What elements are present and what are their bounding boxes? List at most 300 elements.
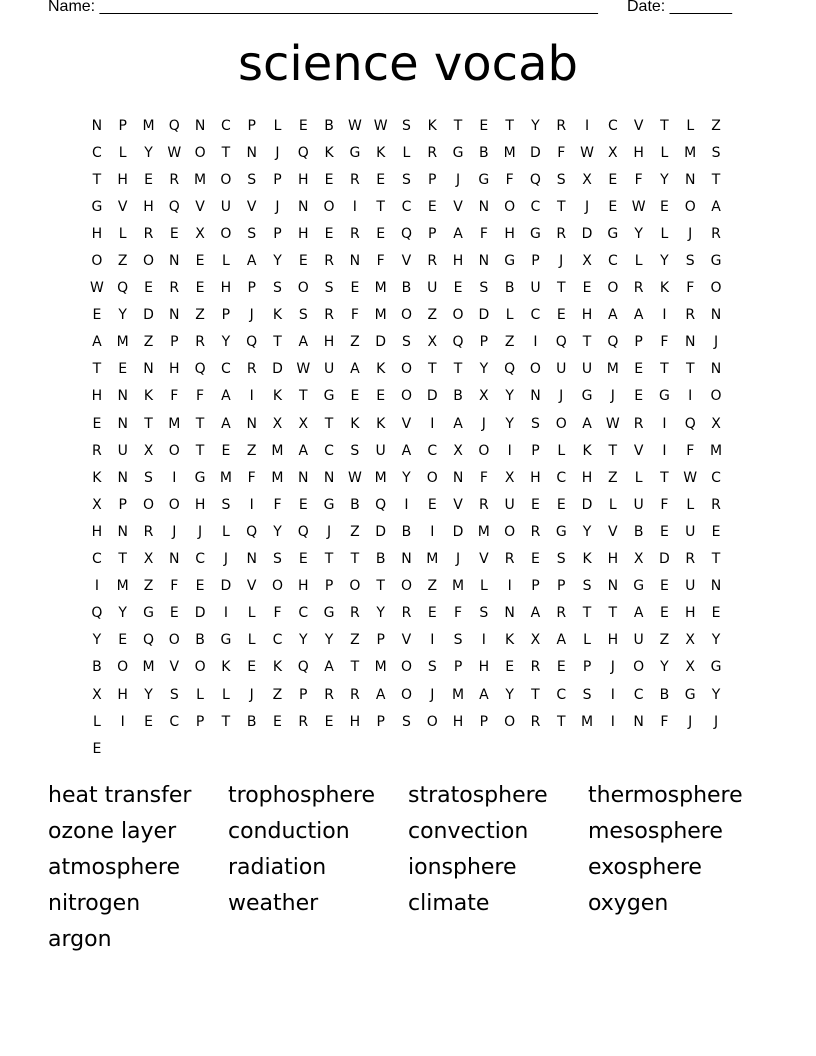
grid-letter: K <box>582 551 592 568</box>
grid-letter: F <box>479 225 488 242</box>
grid-letter: S <box>582 578 592 595</box>
grid-letter: X <box>530 632 541 649</box>
grid-letter: M <box>709 442 723 459</box>
grid-letter: R <box>92 442 102 459</box>
grid-letter: J <box>713 334 719 351</box>
grid-letter: X <box>608 144 618 161</box>
grid-letter: T <box>660 469 669 486</box>
grid-letter: O <box>142 253 154 270</box>
grid-letter: E <box>660 578 669 595</box>
grid-letter: F <box>479 469 488 486</box>
grid-letter: X <box>711 415 721 432</box>
grid-letter: X <box>143 551 154 568</box>
grid-letter: O <box>478 442 490 459</box>
grid-letter: N <box>194 117 206 134</box>
grid-letter: C <box>711 469 721 486</box>
grid-letter: B <box>324 117 334 134</box>
grid-letter: O <box>400 659 412 676</box>
grid-letter: Z <box>659 632 670 649</box>
grid-letter: N <box>298 469 309 486</box>
grid-letter: H <box>91 523 103 540</box>
grid-letter: Z <box>427 578 438 595</box>
grid-letter: Z <box>117 253 128 270</box>
grid-letter: F <box>686 280 695 297</box>
grid-letter: T <box>221 144 231 161</box>
grid-letter: V <box>479 551 489 568</box>
grid-letter: O <box>400 578 412 595</box>
grid-letter: J <box>584 198 590 215</box>
grid-letter: F <box>247 469 256 486</box>
grid-letter: A <box>479 686 489 703</box>
grid-letter: T <box>324 551 334 568</box>
grid-letter: J <box>455 551 461 568</box>
grid-letter: T <box>221 713 231 730</box>
grid-letter: R <box>143 523 154 540</box>
grid-letter: O <box>323 198 335 215</box>
grid-letter: R <box>711 496 721 513</box>
word-bank-item: thermosphere <box>588 783 743 809</box>
grid-letter: R <box>324 253 334 270</box>
grid-letter: S <box>556 551 566 568</box>
grid-letter: J <box>430 686 435 703</box>
grid-letter: O <box>426 469 438 486</box>
grid-letter: N <box>452 469 464 486</box>
grid-letter: J <box>481 415 486 432</box>
grid-letter: K <box>505 632 515 649</box>
grid-letter: P <box>479 334 489 351</box>
grid-letter: E <box>453 280 463 297</box>
grid-letter: P <box>428 225 437 242</box>
grid-letter: Z <box>272 686 283 703</box>
grid-letter: N <box>117 388 128 405</box>
grid-letter: A <box>324 659 334 676</box>
grid-letter: K <box>376 361 386 378</box>
grid-letter: A <box>556 632 567 649</box>
grid-letter: L <box>583 632 591 649</box>
grid-letter: S <box>144 469 153 486</box>
word-bank-item: heat transfer <box>48 783 192 809</box>
grid-letter: A <box>530 605 541 622</box>
word-bank-item: stratosphere <box>408 783 548 809</box>
grid-letter: Y <box>531 117 540 134</box>
grid-letter: N <box>246 551 257 568</box>
grid-letter: R <box>324 307 334 324</box>
grid-letter: Z <box>504 334 515 351</box>
grid-letter: Y <box>298 632 308 649</box>
grid-letter: U <box>117 442 128 459</box>
grid-letter: D <box>478 307 490 324</box>
grid-letter: G <box>478 171 490 188</box>
grid-letter: Q <box>246 523 258 540</box>
grid-letter: A <box>453 415 463 432</box>
grid-letter: P <box>324 578 334 595</box>
grid-letter: V <box>633 117 644 134</box>
grid-letter: H <box>684 605 696 622</box>
grid-letter: C <box>556 686 567 703</box>
grid-letter: C <box>530 307 541 324</box>
grid-letter: E <box>711 523 721 540</box>
grid-letter: Q <box>452 334 464 351</box>
grid-letter: P <box>531 578 540 595</box>
grid-letter: J <box>559 388 564 405</box>
grid-letter: L <box>273 117 282 134</box>
grid-letter: K <box>272 659 283 676</box>
grid-letter: G <box>452 144 464 161</box>
grid-letter: B <box>659 686 670 703</box>
grid-letter: H <box>607 551 619 568</box>
grid-letter: R <box>556 225 567 242</box>
grid-letter: R <box>530 523 541 540</box>
grid-letter: I <box>223 605 228 622</box>
grid-letter: I <box>430 523 435 540</box>
grid-letter: D <box>375 523 387 540</box>
grid-letter: K <box>582 442 592 459</box>
grid-letter: N <box>169 551 180 568</box>
grid-letter: Q <box>297 144 309 161</box>
grid-letter: O <box>555 415 567 432</box>
grid-letter: X <box>298 415 309 432</box>
grid-letter: Y <box>118 307 127 324</box>
grid-letter: E <box>582 280 592 297</box>
grid-letter: O <box>168 496 180 513</box>
grid-letter: L <box>505 307 514 324</box>
grid-letter: S <box>453 632 463 649</box>
grid-letter: E <box>195 253 205 270</box>
grid-letter: J <box>172 523 177 540</box>
grid-letter: R <box>427 253 438 270</box>
grid-letter: E <box>144 713 153 730</box>
date-field-label: Date: _______ <box>627 0 732 15</box>
grid-letter: R <box>401 605 412 622</box>
grid-letter: B <box>479 144 489 161</box>
word-bank-item: mesosphere <box>588 819 723 845</box>
grid-letter: E <box>195 280 205 297</box>
grid-letter: K <box>376 415 386 432</box>
grid-letter: E <box>660 198 669 215</box>
grid-letter: L <box>634 253 643 270</box>
grid-letter: W <box>631 198 646 215</box>
grid-letter: R <box>143 225 154 242</box>
grid-letter: W <box>580 144 594 161</box>
grid-letter: H <box>91 388 103 405</box>
grid-letter: Z <box>711 117 721 134</box>
grid-letter: O <box>271 578 283 595</box>
grid-letter: E <box>505 659 515 676</box>
grid-letter: S <box>273 280 282 297</box>
grid-letter: J <box>713 713 719 730</box>
grid-letter: P <box>557 578 566 595</box>
grid-letter: I <box>507 442 512 459</box>
grid-letter: N <box>478 198 490 215</box>
grid-letter: Q <box>375 496 387 513</box>
grid-letter: K <box>659 280 670 297</box>
grid-letter: Q <box>400 225 412 242</box>
grid-letter: P <box>170 334 179 351</box>
grid-letter: O <box>400 361 412 378</box>
grid-letter: F <box>376 253 385 270</box>
grid-letter: L <box>92 713 101 730</box>
grid-letter: M <box>452 578 465 595</box>
grid-letter: R <box>350 171 360 188</box>
grid-letter: C <box>195 551 205 568</box>
grid-letter: J <box>559 253 564 270</box>
word-bank <box>48 778 768 957</box>
grid-letter: N <box>117 469 128 486</box>
grid-letter: F <box>660 713 669 730</box>
grid-letter: T <box>582 334 592 351</box>
grid-letter: Z <box>350 523 360 540</box>
grid-letter: X <box>427 334 438 351</box>
grid-letter: Z <box>350 334 360 351</box>
grid-letter: G <box>323 496 335 513</box>
grid-letter: L <box>660 225 669 242</box>
grid-letter: F <box>505 171 514 188</box>
grid-letter: E <box>427 198 437 215</box>
word-bank-item: oxygen <box>588 890 669 916</box>
grid-letter: Q <box>142 632 154 649</box>
grid-letter: Q <box>194 361 206 378</box>
grid-letter: O <box>633 659 645 676</box>
grid-letter: N <box>323 469 335 486</box>
grid-letter: R <box>195 334 205 351</box>
grid-letter: W <box>347 117 362 134</box>
grid-letter: I <box>507 578 512 595</box>
grid-letter: S <box>350 442 360 459</box>
grid-letter: A <box>350 361 360 378</box>
grid-letter: R <box>685 551 696 568</box>
grid-letter: N <box>143 361 154 378</box>
grid-letter: O <box>194 144 206 161</box>
grid-letter: O <box>91 253 103 270</box>
grid-letter: U <box>556 361 567 378</box>
grid-letter: T <box>711 171 721 188</box>
grid-letter: O <box>297 280 309 297</box>
grid-letter: T <box>298 388 308 405</box>
grid-letter: Z <box>608 469 618 486</box>
grid-letter: O <box>504 198 516 215</box>
grid-letter: N <box>633 713 644 730</box>
grid-letter: M <box>168 415 181 432</box>
grid-letter: L <box>479 578 488 595</box>
grid-letter: V <box>401 415 412 432</box>
grid-letter: U <box>633 632 644 649</box>
grid-letter: H <box>504 225 515 242</box>
grid-letter: T <box>582 605 592 622</box>
grid-letter: D <box>581 496 593 513</box>
grid-letter: V <box>608 523 618 540</box>
grid-letter: V <box>117 198 128 215</box>
grid-letter: B <box>195 632 205 649</box>
grid-letter: U <box>530 280 541 297</box>
grid-letter: X <box>453 442 463 459</box>
grid-letter: W <box>683 469 698 486</box>
grid-letter: U <box>220 198 231 215</box>
word-bank-item: weather <box>228 890 319 916</box>
grid-letter: E <box>531 551 540 568</box>
grid-letter: Y <box>582 523 592 540</box>
grid-letter: C <box>92 551 102 568</box>
grid-letter: P <box>453 659 463 676</box>
grid-letter: X <box>195 225 205 242</box>
grid-letter: S <box>556 171 566 188</box>
grid-letter: R <box>298 713 309 730</box>
grid-letter: J <box>688 225 693 242</box>
grid-letter: V <box>246 578 257 595</box>
grid-letter: H <box>607 632 619 649</box>
grid-letter: E <box>92 415 102 432</box>
grid-letter: R <box>427 144 438 161</box>
word-bank-item: ozone layer <box>48 819 177 845</box>
word-bank-item: argon <box>48 926 112 952</box>
grid-letter: V <box>246 198 257 215</box>
grid-letter: J <box>223 551 228 568</box>
grid-letter: W <box>296 361 311 378</box>
grid-letter: Q <box>504 361 516 378</box>
grid-letter: E <box>634 388 644 405</box>
grid-letter: E <box>376 171 386 188</box>
word-bank-item: radiation <box>228 854 327 880</box>
grid-letter: S <box>479 605 489 622</box>
grid-letter: D <box>194 605 206 622</box>
grid-letter: E <box>556 307 566 324</box>
grid-letter: K <box>221 659 231 676</box>
grid-letter: C <box>556 469 567 486</box>
grid-letter: Y <box>402 469 411 486</box>
grid-letter: G <box>684 686 696 703</box>
grid-letter: E <box>608 198 618 215</box>
grid-letter: R <box>530 659 541 676</box>
grid-letter: T <box>195 442 205 459</box>
grid-letter: I <box>94 578 99 595</box>
grid-letter: O <box>710 280 722 297</box>
grid-letter: F <box>273 605 282 622</box>
grid-letter: N <box>246 144 257 161</box>
grid-letter: G <box>710 659 722 676</box>
grid-letter: T <box>608 442 618 459</box>
grid-letter: N <box>684 334 696 351</box>
grid-letter: Y <box>711 686 721 703</box>
grid-letter: U <box>375 442 386 459</box>
grid-letter: J <box>688 713 693 730</box>
grid-letter: D <box>143 307 154 324</box>
grid-letter: F <box>660 334 669 351</box>
grid-letter: T <box>711 551 721 568</box>
grid-letter: P <box>479 713 489 730</box>
grid-letter: G <box>530 225 541 242</box>
grid-letter: C <box>324 442 334 459</box>
grid-letter: B <box>246 713 257 730</box>
grid-letter: W <box>89 280 104 297</box>
grid-letter: G <box>555 523 567 540</box>
grid-letter: E <box>298 551 308 568</box>
grid-letter: T <box>531 686 540 703</box>
grid-letter: G <box>710 253 722 270</box>
grid-letter: Y <box>144 144 153 161</box>
grid-letter: K <box>92 469 102 486</box>
grid-letter: L <box>247 632 256 649</box>
grid-letter: O <box>607 280 619 297</box>
grid-letter: F <box>557 144 566 161</box>
grid-letter: E <box>556 496 566 513</box>
grid-letter: E <box>298 253 308 270</box>
grid-letter: I <box>404 496 409 513</box>
grid-letter: A <box>582 415 592 432</box>
grid-letter: M <box>477 523 490 540</box>
grid-letter: N <box>298 198 309 215</box>
grid-letter: J <box>249 307 254 324</box>
grid-letter: S <box>247 225 257 242</box>
grid-letter: X <box>272 415 283 432</box>
grid-letter: O <box>504 713 516 730</box>
grid-letter: X <box>633 551 644 568</box>
grid-letter: E <box>711 605 721 622</box>
grid-letter: M <box>116 334 129 351</box>
grid-letter: G <box>349 144 361 161</box>
grid-letter: T <box>660 117 669 134</box>
grid-letter: D <box>220 578 232 595</box>
grid-letter: F <box>350 307 359 324</box>
grid-letter: E <box>144 171 153 188</box>
grid-letter: L <box>118 225 127 242</box>
grid-letter: I <box>481 632 486 649</box>
grid-letter: O <box>194 659 206 676</box>
grid-letter: H <box>298 578 309 595</box>
grid-letter: O <box>426 713 438 730</box>
grid-letter: N <box>607 578 619 595</box>
grid-letter: E <box>221 442 231 459</box>
grid-letter: S <box>582 686 592 703</box>
grid-letter: F <box>196 388 205 405</box>
grid-letter: G <box>581 388 593 405</box>
grid-letter: Y <box>118 605 127 622</box>
grid-letter: E <box>298 496 308 513</box>
grid-letter: M <box>271 469 284 486</box>
grid-letter: H <box>323 334 335 351</box>
grid-letter: D <box>581 225 593 242</box>
grid-letter: G <box>323 605 335 622</box>
grid-letter: D <box>426 388 438 405</box>
grid-letter: I <box>352 198 357 215</box>
grid-letter: B <box>401 280 412 297</box>
grid-letter: T <box>453 361 463 378</box>
grid-letter: H <box>581 469 593 486</box>
grid-letter: G <box>659 388 670 405</box>
grid-letter: C <box>169 713 180 730</box>
grid-letter: Y <box>273 523 282 540</box>
grid-letter: O <box>168 442 180 459</box>
grid-letter: M <box>374 469 387 486</box>
grid-letter: H <box>143 198 154 215</box>
grid-letter: P <box>376 713 385 730</box>
grid-letter: R <box>169 171 180 188</box>
grid-letter: U <box>685 523 696 540</box>
grid-letter: F <box>170 388 179 405</box>
grid-letter: L <box>608 496 617 513</box>
grid-letter: A <box>711 198 721 215</box>
grid-letter: A <box>401 442 412 459</box>
grid-letter: C <box>220 361 231 378</box>
grid-letter: I <box>249 496 254 513</box>
grid-letter: M <box>684 144 697 161</box>
grid-letter: E <box>298 117 308 134</box>
grid-letter: Q <box>555 334 567 351</box>
grid-letter: O <box>349 578 361 595</box>
grid-letter: N <box>710 578 722 595</box>
grid-letter: O <box>168 632 180 649</box>
grid-letter: L <box>221 523 230 540</box>
grid-letter: T <box>118 551 127 568</box>
grid-letter: I <box>120 713 125 730</box>
